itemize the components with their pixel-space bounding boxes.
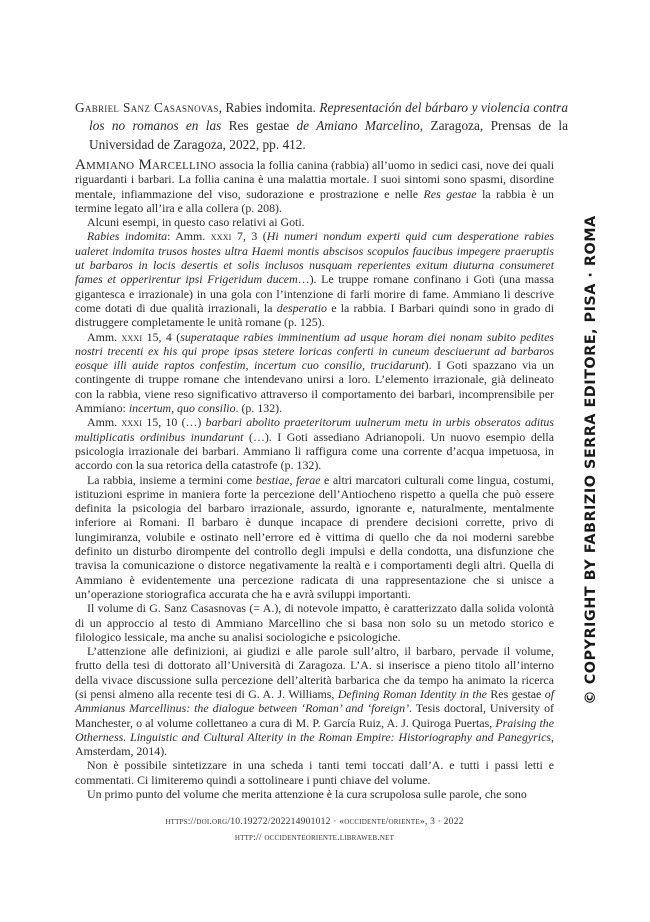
reviewed-subtitle-part3: de Amiano Marcelino	[296, 118, 420, 134]
paragraph-7: Il volume di G. Sanz Casasnovas (= A.), di notevole impatto, è caratterizzato dalla solida volontà di un approccio al testo di Ammiano Marcellino che si basa non solo su un metodo storico e filologico lessicale, ma anche su analisi sociologiche e psicologiche.	[75, 601, 554, 644]
paragraph-10: Un primo punto del volume che merita attenzione è la cura scrupolosa sulle parole, che sono	[87, 787, 527, 802]
reviewed-subtitle-part2: Res gestae	[228, 118, 290, 134]
doi-line: https://doi.org/10.19272/202214901012 · «occidente/oriente», 3 · 2022	[165, 816, 464, 827]
opening-name: Ammiano Marcellino	[75, 157, 217, 173]
paragraph-8: L’attenzione alle definizioni, ai giudizi e alle parole sull’altro, il barbaro, pervade il volume, frutto della tesi di dottorato all’Università di Zaragoza. L’A. si inserisce a pieno titolo all’interno della vivace discussione sulla percezione dell’alterità barbarica che da tempo ha animato la ricerca (si pensi almeno alla recente tesi di G. A. J. Williams, Defining Roman Identity in the Res gestae of Ammianus Marcellinus: the dialogue between ‘Roman’ and ‘foreign’. Tesis doctoral, University of Manchester, o al volume collettaneo a cura di M. P. García Ruiz, A. J. Quiroga Puertas, Praising the Otherness. Linguistic and Cultural Alterity in the Roman Empire: Historiography and Panegyrics, Amsterdam, 2014).	[75, 644, 555, 759]
paragraph-2: Alcuni esempi, in questo caso relativi ai Goti.	[87, 215, 305, 230]
latin-quote: barbari abolito praeteritorum uulnerum metu in urbis obseratos aditus multiplicatis ordinibus inundarunt	[75, 415, 555, 444]
paragraph-4: Amm. xxxi 15, 4 (superataque rabies imminentium ad usque horam diei nonam subito pedites nostri trecenti ex his qui prope ipsas stetere loricas conferti in cuneum desciuerunt ad barbaros eosque illi auide raptos confestim, incertum cuo consilio, trucidarunt). I Goti spazzano via un contingente di truppe romane che intendevano unirsi a loro. L’elemento irrazionale, già delineato con la rabbia, viene reso significativo attraverso il comportamento dei barbari, incomprensibile per Ammiano: incertum, quo consilio. (p. 132).	[75, 329, 554, 416]
copyright-notice: © COPYRIGHT BY FABRIZIO SERRA EDITORE, PISA · ROMA	[583, 215, 599, 705]
publication-info: , Zaragoza, Prensas de la Universidad de Zaragoza, 2022, pp. 412.	[89, 118, 569, 152]
copyright-sidebar	[579, 215, 603, 705]
paragraph-9: Non è possibile sintetizzare in una scheda i tanti temi toccati dall’A. e tutti i passi letti e commentati. Ci limiteremo quindi a sottolineare i punti chiave del volume.	[75, 758, 554, 787]
paragraph-1: Ammiano Marcellino associa la follia canina (rabbia) all’uomo in sedici casi, nove dei quali riguardanti i barbari. La follia canina è una malattia mortale. I suoi sintomi sono spasmi, disordine mentale, infiammazione del viso, sudorazione e prostrazione e nelle Res gestae la rabbia è un termine legato all’ira e alla collera (p. 208).	[75, 157, 554, 215]
paragraph-6: La rabbia, insieme a termini come bestiae, ferae e altri marcatori culturali come lingua, costumi, istituzioni esprime in maniera forte la percezione dell’Antiocheno rispetto a quella che può essere definita la psicologia del barbaro irrazionale, assurdo, ignorante e, naturalmente, mentalmente inferiore ai Romani. Il barbaro è dunque incapace di prendere decisioni corrette, privo di lungimiranza, volubile e ostinato nell’errore ed è vittima di quello che da noi moderni sarebbe definito un disturbo dirompente del controllo degli impulsi e della condotta, una disfunzione che travisa la comunicazione o distorce negativamente la realtà e i comportamenti degli altri. Quella di Ammiano è evidentemente una percezione radicata di una rappresentazione che si unisce a un’operazione storiografica accurata che ha e avrà sviluppi importanti.	[75, 472, 554, 601]
journal-url-line: http:// occidenteoriente.libraweb.net	[234, 832, 395, 843]
reviewed-subtitle-part1: Representación del bárbaro y violencia contra los no romanos en las	[89, 100, 568, 134]
review-heading: Gabriel Sanz Casasnovas, Rabies indomita. Representación del bárbaro y violencia contra los no romanos en las Res gestae de Amiano Marcelino, Zaragoza, Prensas de la Universidad de Zaragoza, 2022, pp. 412.	[75, 100, 569, 152]
latin-quote: superataque rabies imminentium ad usque horam diei nonam subito pedites nostri trecenti ex his qui prope ipsas stetere loricas conferti in cuneum desciuerunt ad barbaros eosque illi auide raptos confestim, incertum cuo consilio, trucidarunt	[75, 329, 554, 373]
paragraph-3: Rabies indomita: Amm. xxxi 7, 3 (Hi numeri nondum experti quid cum desperatione rabies ualeret indomita trusos hostes ultra Haemi montis abscisos scopulos faucibus impegere praeruptis ut barbaros in locis desertis et solis inclusos nusquam reperientes exitum diuturna consumeret fames et opperirentur ipsi Frigeridum ducem…). Le truppe romane confinano i Goti (una massa gigantesca e irrazionale) in una gola con l’intenzione di farli morire di fame. Ammiano li descrive come dotati di due qualità irrazionali, la desperatio e la rabbia. I Barbari quindi sono in grado di distruggere completamente le unità romane (p. 125).	[75, 229, 554, 330]
reviewed-author: Gabriel Sanz Casasnovas	[75, 100, 219, 115]
reviewed-title: Rabies indomita.	[225, 100, 316, 115]
paragraph-5: Amm. xxxi 15, 10 (…) barbari abolito praeteritorum uulnerum metu in urbis obseratos aditus multiplicatis ordinibus inundarunt (…). I Goti assediano Adrianopoli. Un nuovo esempio della psicologia irrazionale dei barbari. Ammiano li raffigura come una corrente d’acqua impetuosa, in accordo con la sua retorica della catastrofe (p. 132).	[75, 415, 555, 473]
review-body	[75, 158, 554, 801]
latin-quote: Hi numeri nondum experti quid cum desperatione rabies ualeret indomita trusos hostes ultra Haemi montis abscisos scopulos faucibus impegere praeruptis ut barbaros in locis desertis et solis inclusos nusquam reperientes exitum diuturna consumeret fames et opperirentur ipsi Frigeridum ducem	[75, 229, 554, 287]
